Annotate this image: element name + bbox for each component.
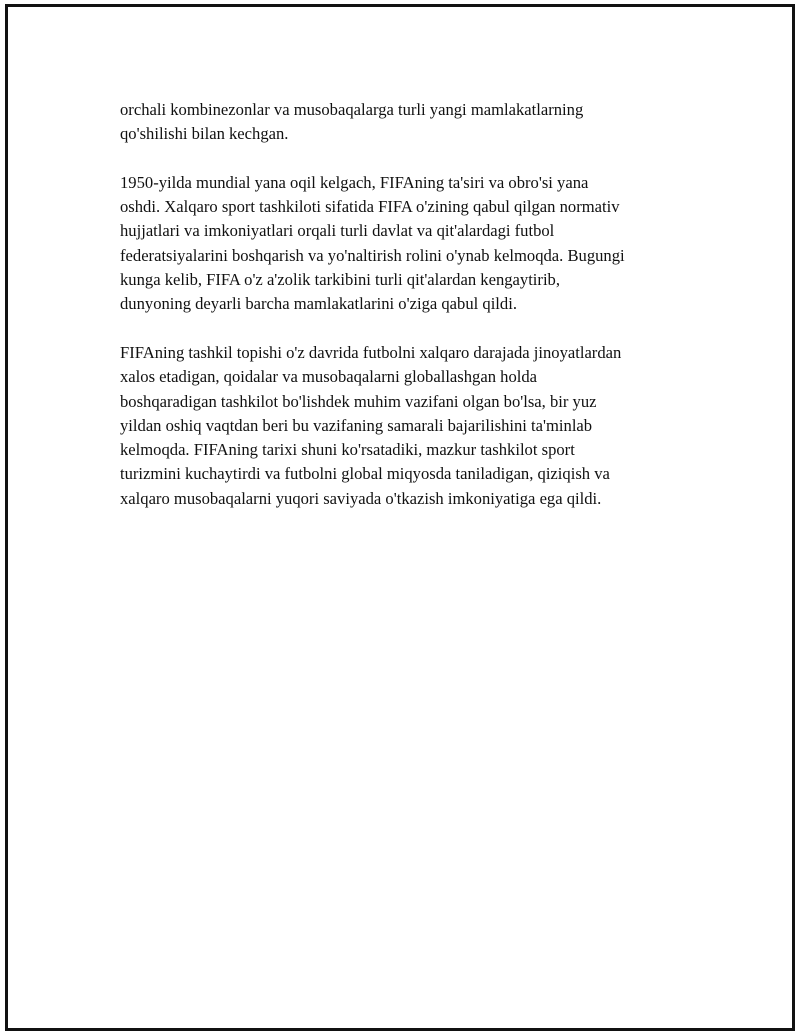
text-line: federatsiyalarini boshqarish va yo'naltirish rolini o'ynab kelmoqda. Bugungi <box>120 245 625 265</box>
text-line: dunyoning deyarli barcha mamlakatlarini o'ziga qabul qildi. <box>120 294 517 314</box>
page-border <box>5 4 795 1031</box>
text-line: boshqaradigan tashkilot bo'lishdek muhim vazifani olgan bo'lsa, bir yuz <box>120 391 597 411</box>
text-line: turizmini kuchaytirdi va futbolni global miqyosda taniladigan, qiziqish va <box>120 464 610 484</box>
text-line: orchali kombinezonlar va musobaqalarga turli yangi mamlakatlarning <box>120 100 584 119</box>
text-line: FIFAning tashkil topishi o'z davrida futbolni xalqaro darajada jinoyatlardan <box>120 342 622 362</box>
text-line: kelmoqda. FIFAning tarixi shuni ko'rsatadiki, mazkur tashkilot sport <box>120 440 575 460</box>
paragraph-1 <box>120 98 710 147</box>
text-line: kunga kelib, FIFA o'z a'zolik tarkibini turli qit'alardan kengaytirib, <box>120 270 561 290</box>
document-body <box>120 98 710 535</box>
paragraph-2 <box>120 171 710 317</box>
text-line: yildan oshiq vaqtdan beri bu vazifaning samarali bajarilishini ta'minlab <box>120 415 593 435</box>
text-line: xalos etadigan, qoidalar va musobaqalarni globallashgan holda <box>120 367 538 387</box>
text-line: 1950-yilda mundial yana oqil kelgach, FIFAning ta'siri va obro'si yana <box>120 172 589 192</box>
text-line: qo'shilishi bilan kechgan. <box>120 124 289 144</box>
text-line: oshdi. Xalqaro sport tashkiloti sifatida FIFA o'zining qabul qilgan normativ <box>120 197 620 217</box>
text-line: xalqaro musobaqalarni yuqori saviyada o'tkazish imkoniyatiga ega qildi. <box>120 488 602 508</box>
text-line: hujjatlari va imkoniyatlari orqali turli davlat va qit'alardagi futbol <box>120 221 555 241</box>
paragraph-3 <box>120 341 710 511</box>
